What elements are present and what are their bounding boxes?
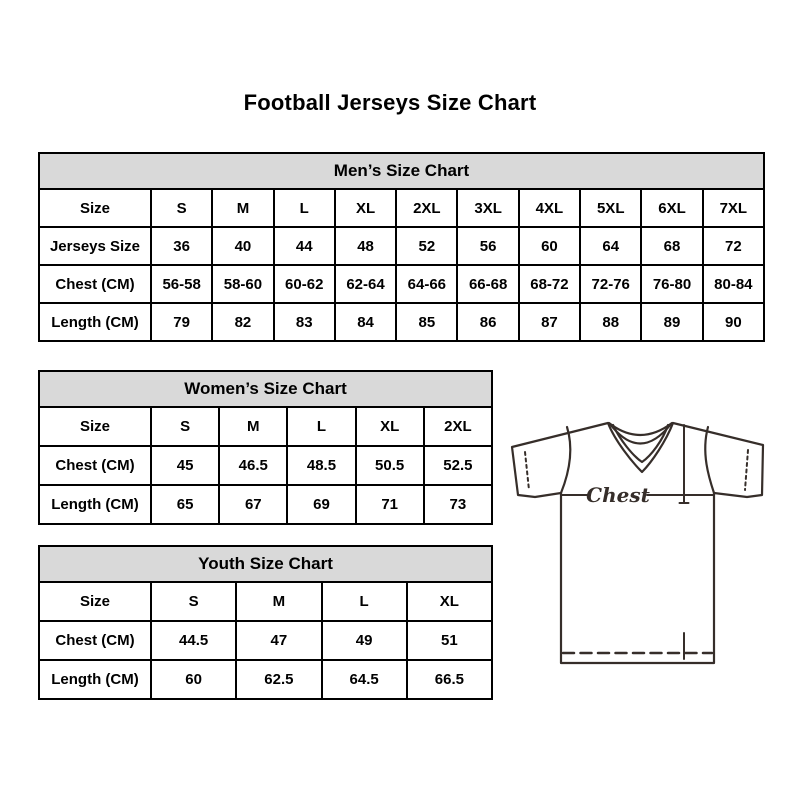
value-cell: S — [151, 407, 219, 446]
value-cell: 84 — [335, 303, 396, 341]
value-cell: 62.5 — [236, 660, 321, 699]
chest-measure-label: Chest — [586, 483, 650, 507]
table-row — [39, 660, 492, 699]
table-row — [39, 303, 764, 341]
table-header-row — [39, 371, 492, 407]
value-cell: 45 — [151, 446, 219, 485]
row-label-cell: Size — [39, 582, 151, 621]
value-cell: 46.5 — [219, 446, 287, 485]
value-cell: 80-84 — [703, 265, 764, 303]
row-label-cell: Length (CM) — [39, 485, 151, 524]
value-cell: 60 — [151, 660, 236, 699]
value-cell: XL — [335, 189, 396, 227]
value-cell: XL — [407, 582, 492, 621]
value-cell: M — [212, 189, 273, 227]
value-cell: 65 — [151, 485, 219, 524]
table-title: Women’s Size Chart — [39, 371, 492, 407]
value-cell: 50.5 — [356, 446, 424, 485]
value-cell: 88 — [580, 303, 641, 341]
value-cell: 6XL — [641, 189, 702, 227]
value-cell: 64 — [580, 227, 641, 265]
value-cell: 86 — [457, 303, 518, 341]
value-cell: 67 — [219, 485, 287, 524]
value-cell: 40 — [212, 227, 273, 265]
value-cell: 48 — [335, 227, 396, 265]
row-label-cell: Length (CM) — [39, 303, 151, 341]
value-cell: XL — [356, 407, 424, 446]
value-cell: 89 — [641, 303, 702, 341]
value-cell: 4XL — [519, 189, 580, 227]
value-cell: 5XL — [580, 189, 641, 227]
value-cell: 2XL — [396, 189, 457, 227]
value-cell: L — [322, 582, 407, 621]
table-header-row — [39, 153, 764, 189]
value-cell: 36 — [151, 227, 212, 265]
jersey-measurement-diagram — [505, 398, 785, 688]
table-row — [39, 446, 492, 485]
value-cell: L — [287, 407, 355, 446]
value-cell: 87 — [519, 303, 580, 341]
value-cell: 72-76 — [580, 265, 641, 303]
value-cell: 7XL — [703, 189, 764, 227]
value-cell: 79 — [151, 303, 212, 341]
value-cell: 72 — [703, 227, 764, 265]
value-cell: 51 — [407, 621, 492, 660]
value-cell: 66.5 — [407, 660, 492, 699]
table-row — [39, 265, 764, 303]
value-cell: 60 — [519, 227, 580, 265]
value-cell: 2XL — [424, 407, 492, 446]
row-label-cell: Chest (CM) — [39, 265, 151, 303]
value-cell: 44 — [274, 227, 335, 265]
value-cell: 3XL — [457, 189, 518, 227]
page-title: Football Jerseys Size Chart — [243, 90, 537, 115]
value-cell: 44.5 — [151, 621, 236, 660]
row-label-cell: Chest (CM) — [39, 446, 151, 485]
value-cell: 66-68 — [457, 265, 518, 303]
value-cell: 52 — [396, 227, 457, 265]
value-cell: M — [236, 582, 321, 621]
table-row — [39, 227, 764, 265]
table-title: Men’s Size Chart — [39, 153, 764, 189]
value-cell: 60-62 — [274, 265, 335, 303]
value-cell: 68 — [641, 227, 702, 265]
table-row — [39, 407, 492, 446]
value-cell: 62-64 — [335, 265, 396, 303]
value-cell: S — [151, 582, 236, 621]
value-cell: 68-72 — [519, 265, 580, 303]
value-cell: 58-60 — [212, 265, 273, 303]
jersey-icon — [505, 398, 785, 688]
value-cell: 82 — [212, 303, 273, 341]
row-label-cell: Chest (CM) — [39, 621, 151, 660]
value-cell: 47 — [236, 621, 321, 660]
row-label-cell: Size — [39, 189, 151, 227]
value-cell: 49 — [322, 621, 407, 660]
value-cell: 69 — [287, 485, 355, 524]
value-cell: S — [151, 189, 212, 227]
value-cell: L — [274, 189, 335, 227]
table-row — [39, 582, 492, 621]
row-label-cell: Size — [39, 407, 151, 446]
value-cell: 56 — [457, 227, 518, 265]
value-cell: 52.5 — [424, 446, 492, 485]
row-label-cell: Jerseys Size — [39, 227, 151, 265]
table-row — [39, 621, 492, 660]
value-cell: 90 — [703, 303, 764, 341]
table-row — [39, 485, 492, 524]
table-row — [39, 189, 764, 227]
youth-size-table — [38, 545, 493, 700]
mens-size-table — [38, 152, 765, 342]
value-cell: 73 — [424, 485, 492, 524]
table-header-row — [39, 546, 492, 582]
womens-size-table — [38, 370, 493, 525]
value-cell: 64-66 — [396, 265, 457, 303]
value-cell: 71 — [356, 485, 424, 524]
value-cell: 85 — [396, 303, 457, 341]
row-label-cell: Length (CM) — [39, 660, 151, 699]
table-title: Youth Size Chart — [39, 546, 492, 582]
value-cell: 83 — [274, 303, 335, 341]
value-cell: M — [219, 407, 287, 446]
value-cell: 48.5 — [287, 446, 355, 485]
value-cell: 64.5 — [322, 660, 407, 699]
value-cell: 76-80 — [641, 265, 702, 303]
value-cell: 56-58 — [151, 265, 212, 303]
